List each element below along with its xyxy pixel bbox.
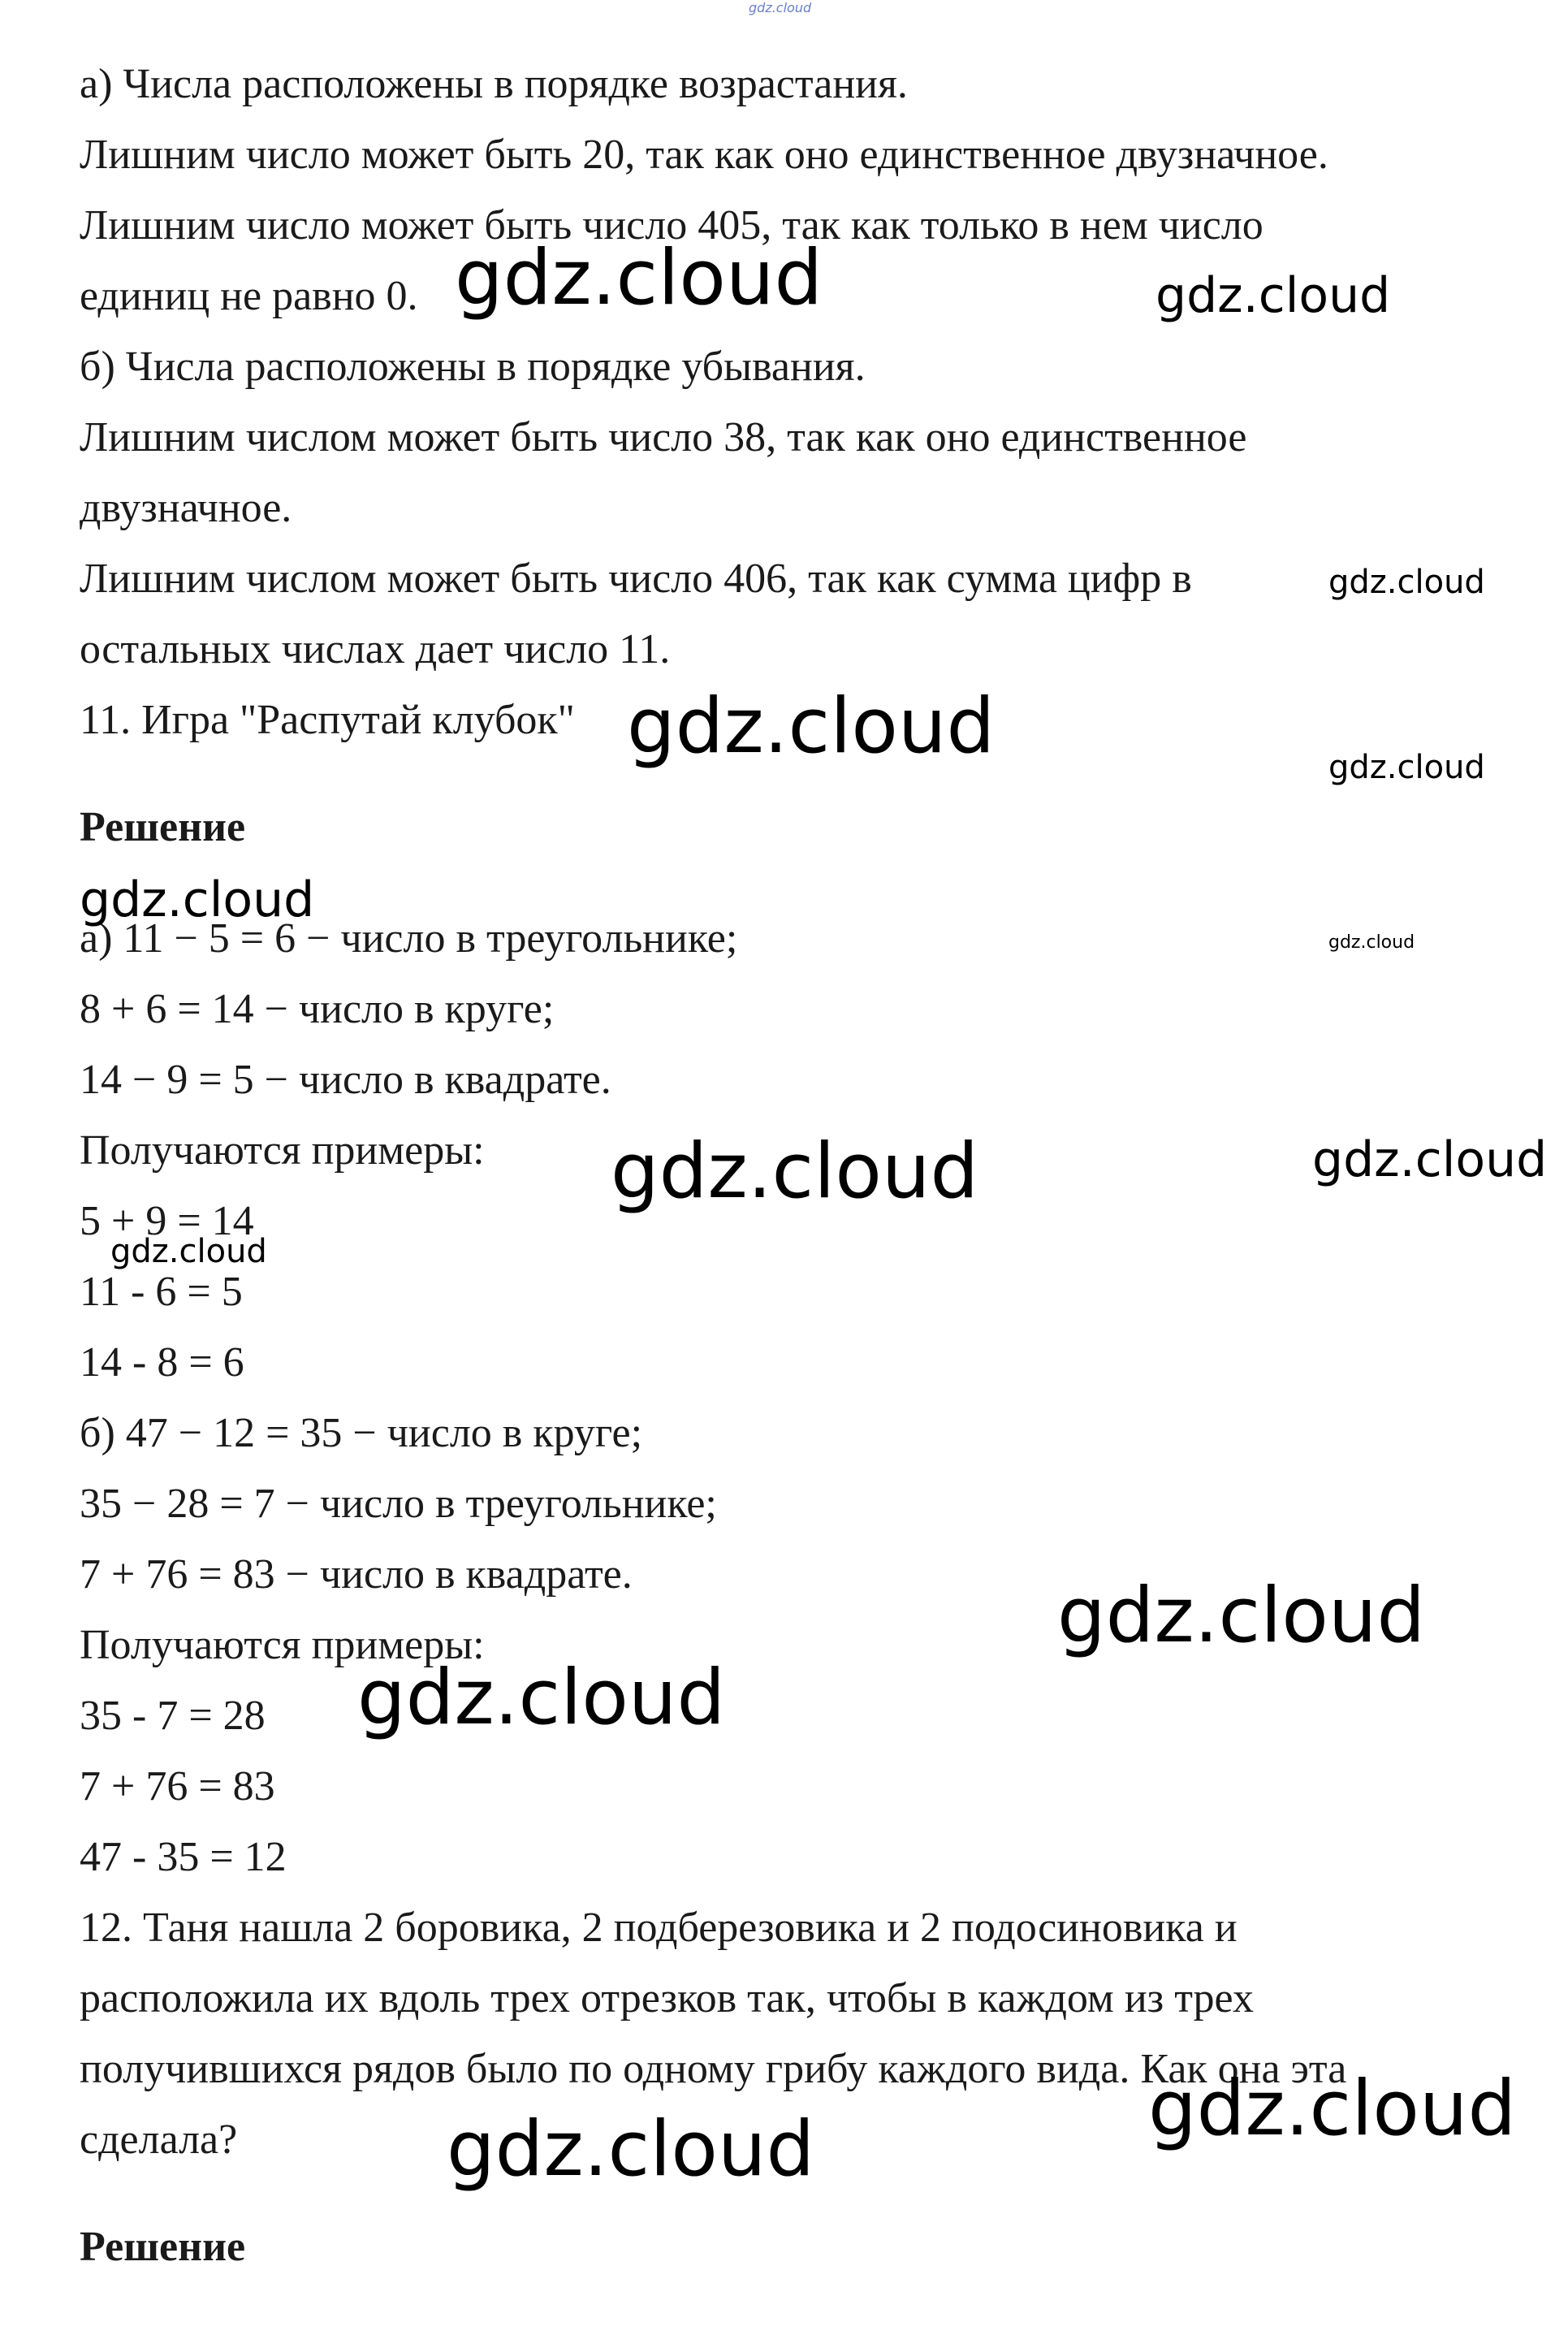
watermark: gdz.cloud — [80, 871, 315, 928]
text-line: 14 - 8 = 6 — [80, 1339, 244, 1386]
watermark: gdz.cloud — [1057, 1572, 1426, 1660]
text-line: 14 − 9 = 5 − число в квадрате. — [80, 1057, 611, 1103]
watermark: gdz.cloud — [1328, 932, 1415, 953]
text-line: 35 - 7 = 28 — [80, 1693, 266, 1739]
watermark: gdz.cloud — [1328, 564, 1485, 601]
task-title: 11. Игра "Распутай клубок" — [80, 697, 575, 743]
watermark: gdz.cloud — [447, 2105, 815, 2194]
text-line: 11 - 6 = 5 — [80, 1269, 243, 1315]
watermark: gdz.cloud — [110, 1233, 267, 1270]
text-line: 5 + 9 = 14 — [80, 1198, 254, 1244]
text-line: расположила их вдоль трех отрезков так, чтобы в каждом из трех — [80, 1975, 1254, 2022]
watermark: gdz.cloud — [455, 234, 823, 322]
text-line: 35 − 28 = 7 − число в треугольнике; — [80, 1481, 717, 1527]
text-line: Получаются примеры: — [80, 1127, 485, 1174]
text-line: Лишним число может быть 20, так как оно единственное двузначное. — [80, 132, 1328, 178]
text-line: Лишним числом может быть число 38, так как оно единственное — [80, 414, 1247, 461]
text-line: остальных числах дает число 11. — [80, 626, 671, 672]
watermark: gdz.cloud — [1155, 267, 1391, 324]
watermark-top: gdz.cloud — [749, 0, 812, 15]
watermark: gdz.cloud — [627, 682, 996, 771]
watermark: gdz.cloud — [1328, 749, 1485, 786]
text-line: сделала? — [80, 2117, 238, 2163]
text-line: 8 + 6 = 14 − число в круге; — [80, 986, 555, 1032]
text-line: Получаются примеры: — [80, 1622, 485, 1668]
text-line: Лишним число может быть число 405, так как только в нем число — [80, 202, 1263, 249]
text-line: 7 + 76 = 83 — [80, 1763, 275, 1810]
text-line: 7 + 76 = 83 − число в квадрате. — [80, 1551, 633, 1598]
watermark: gdz.cloud — [611, 1127, 979, 1216]
text-line: единиц не равно 0. — [80, 273, 418, 319]
watermark: gdz.cloud — [1148, 2065, 1517, 2153]
watermark: gdz.cloud — [357, 1654, 726, 1742]
task-title: 12. Таня нашла 2 боровика, 2 подберезовика и 2 подосиновика и — [80, 1905, 1238, 1951]
solution-heading: Решение — [80, 2224, 246, 2270]
solution-heading: Решение — [80, 804, 246, 850]
text-line: а) 11 − 5 = 6 − число в треугольнике; — [80, 915, 738, 962]
text-line: а) Числа расположены в порядке возрастания. — [80, 61, 908, 107]
text-line: двузначное. — [80, 485, 292, 531]
text-line: получившихся рядов было по одному грибу каждого вида. Как она эта — [80, 2046, 1347, 2092]
text-line: б) Числа расположены в порядке убывания. — [80, 344, 866, 390]
text-line: 47 - 35 = 12 — [80, 1834, 287, 1880]
text-line: Лишним числом может быть число 406, так как сумма цифр в — [80, 556, 1192, 602]
watermark: gdz.cloud — [1312, 1131, 1548, 1188]
text-line: б) 47 − 12 = 35 − число в круге; — [80, 1410, 643, 1456]
